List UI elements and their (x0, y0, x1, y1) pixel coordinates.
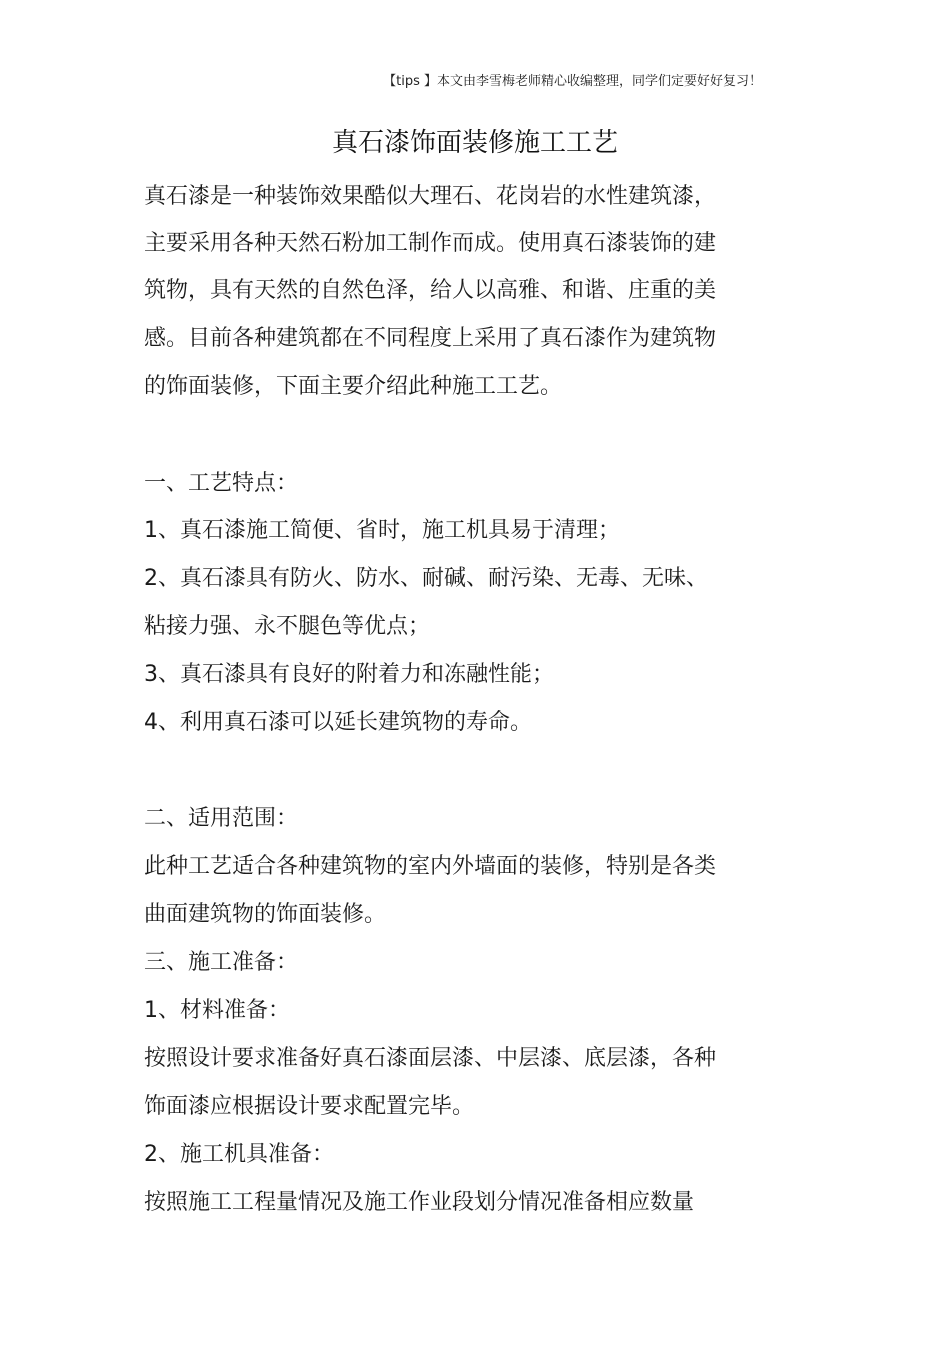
list-item: 2、真石漆具有防火、防水、耐碱、耐污染、无毒、无味、 (144, 566, 708, 591)
section-heading: 二、适用范围： (144, 806, 299, 831)
paragraph-line: 饰面漆应根据设计要求配置完毕。 (144, 1094, 475, 1119)
section-heading: 三、施工准备： (144, 950, 299, 975)
list-item: 3、真石漆具有良好的附着力和冻融性能； (144, 662, 554, 687)
paragraph-line: 此种工艺适合各种建筑物的室内外墙面的装修，特别是各类 (144, 854, 717, 879)
list-item: 4、利用真石漆可以延长建筑物的寿命。 (144, 710, 532, 735)
section-heading: 一、工艺特点： (144, 471, 299, 496)
subsection-heading: 2、施工机具准备： (144, 1142, 334, 1167)
paragraph-line: 的饰面装修，下面主要介绍此种施工工艺。 (144, 374, 563, 399)
list-item: 粘接力强、永不腿色等优点； (144, 614, 431, 639)
list-item: 1、真石漆施工简便、省时，施工机具易于清理； (144, 518, 620, 543)
paragraph-line: 感。目前各种建筑都在不同程度上采用了真石漆作为建筑物 (144, 326, 717, 351)
paragraph-line: 按照施工工程量情况及施工作业段划分情况准备相应数量 (144, 1190, 695, 1215)
subsection-heading: 1、材料准备： (144, 998, 290, 1023)
header-tip: 【tips 】本文由李雪梅老师精心收编整理，同学们定要好好复习！ (383, 74, 762, 89)
paragraph-line: 主要采用各种天然石粉加工制作而成。使用真石漆装饰的建 (144, 231, 717, 256)
paragraph-line: 按照设计要求准备好真石漆面层漆、中层漆、底层漆，各种 (144, 1046, 717, 1071)
paragraph-line: 筑物，具有天然的自然色泽，给人以高雅、和谐、庄重的美 (144, 278, 717, 303)
paragraph-line: 真石漆是一种装饰效果酷似大理石、花岗岩的水性建筑漆， (144, 184, 717, 209)
document-title: 真石漆饰面装修施工工艺 (331, 128, 618, 158)
paragraph-line: 曲面建筑物的饰面装修。 (144, 902, 387, 927)
